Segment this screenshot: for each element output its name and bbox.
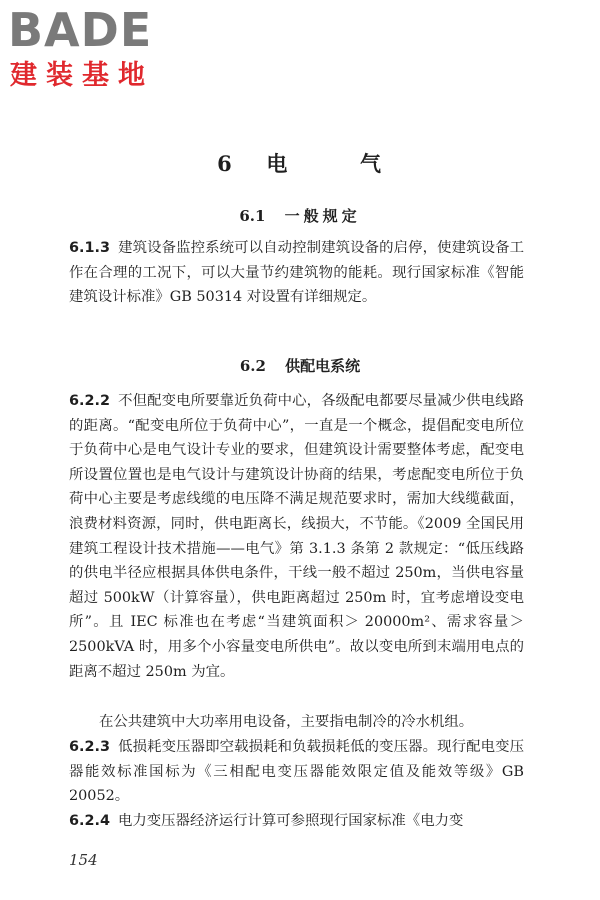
clause-6-2-4	[69, 809, 524, 834]
clause-6-2-2-continuation	[69, 710, 524, 735]
section-title: 一般规定	[284, 207, 361, 225]
logo-subtitle: 建装基地	[10, 60, 154, 91]
clause-text: 低损耗变压器即空载损耗和负载损耗低的变压器。现行配电变压器能效标准国标为《三相配电变压器能效限定值及能效等级》GB 20052。	[69, 739, 524, 805]
clause-6-2-3	[69, 735, 524, 809]
page-number: 154	[69, 851, 98, 869]
bade-logo	[8, 3, 178, 98]
chapter-title-char-1: 电	[266, 151, 290, 176]
clause-text: 电力变压器经济运行计算可参照现行国家标准《电力变	[117, 813, 464, 829]
section-heading-6-1	[0, 205, 600, 226]
clause-number: 6.1.3	[69, 240, 110, 256]
section-number: 6.2	[239, 357, 266, 375]
clause-text: 在公共建筑中大功率用电设备，主要指电制冷的冷水机组。	[99, 714, 474, 730]
section-heading-6-2	[0, 355, 600, 376]
section-number: 6.1	[239, 207, 266, 225]
clause-number: 6.2.2	[69, 393, 110, 409]
clause-text: 不但配变电所要靠近负荷中心，各级配电都要尽量减少供电线路的距离。“配变电所位于负荷中心”，一直是一个概念，提倡配变电所位于负荷中心是电气设计专业的要求，但建筑设计需要整体考虑，配变电所设置位置也是电气设计与建筑设计协商的结果，考虑配变电所位于负荷中心主要是考虑线缆的电压降不满足规范要求时，需加大线缆截面，浪费材料资源，同时，供电距离长，线损大，不节能。《2009 全国民用建筑工程设计技术措施——电气》第 3.1.3 条第 2 款规定：“低压线路的供电半径应根据具体供电条件，干线一般不超过 250m，当供电容量超过 500kW（计算容量），供电距离超过 250m 时，宜考虑增设变电所”。且 IEC 标准也在考虑“当建筑面积＞ 20000m²、需求容量＞ 2500kVA 时，用多个小容量变电所供电”。故以变电所到末端用电点的距离不超过 250m 为宜。	[69, 393, 524, 680]
section-title: 供配电系统	[285, 357, 361, 375]
clause-number: 6.2.4	[69, 813, 110, 829]
clause-text: 建筑设备监控系统可以自动控制建筑设备的启停，使建筑设备工作在合理的工况下，可以大量节约建筑物的能耗。现行国家标准《智能建筑设计标准》GB 50314 对设置有详细规定。	[69, 240, 524, 306]
clause-6-1-3	[69, 236, 524, 310]
chapter-title-char-2: 气	[359, 151, 383, 176]
clause-number: 6.2.3	[69, 739, 110, 755]
clause-6-2-2	[69, 389, 524, 684]
chapter-title	[0, 148, 600, 178]
chapter-number: 6	[217, 151, 234, 176]
logo-wordmark: BADE	[8, 3, 153, 57]
